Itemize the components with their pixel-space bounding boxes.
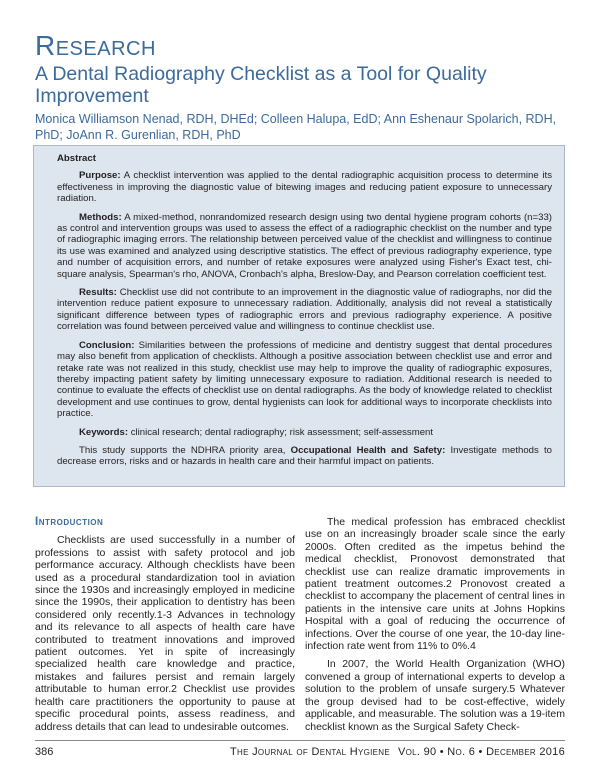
methods-label: Methods:	[79, 211, 122, 223]
support-suffix: Investigate methods to decrease errors, risks and or hazards in health care and their harmful impact on patients.	[57, 444, 552, 468]
introduction-heading: Introduction	[35, 516, 104, 528]
results-label: Results:	[79, 287, 117, 299]
right-column	[305, 516, 565, 739]
abstract-conclusion	[57, 340, 552, 420]
conclusion-label: Conclusion:	[79, 339, 135, 351]
journal-name: The Journal of Dental Hygiene	[230, 746, 391, 758]
methods-text: A mixed-method, nonrandomized research design using two dental hygiene program cohorts (n=33) as control and intervention groups was used to assess the effect of a radiographic checklist on the number and type of radiographic imaging errors. The relationship between perceived value of the checklist and willingness to continue its use was examined and analyzed using descriptive statistics. The effect of previous radiography experience, type and number of acquisition errors, and number of retake exposures were analyzed using Fisher's Exact test, chi-square analysis, Spearman's rho, ANOVA, Cronbach's alpha, Breslow-Day, and Pearson correlation coefficient test.	[57, 211, 552, 280]
results-text: Checklist use did not contribute to an improvement in the diagnostic value of radiographs, nor did the intervention reduce patient exposure to unnecessary radiation. Additionally, analysis did not reveal a statistically significant difference between types of radiographic errors and previous radiography experience. A positive correlation was found between perceived value and willingness to continue checklist use.	[57, 287, 552, 333]
keywords-label: Keywords:	[79, 426, 129, 438]
section-label: Research	[35, 30, 156, 61]
conclusion-text: Similarities between the professions of medicine and dentistry suggest that dental procedures may also benefit from application of checklists. Although a positive association between checklist use and error and retake rate was not realized in this study, checklist use may help to improve the quality of radiographic exposures, thereby impacting patient safety by limiting unnecessary exposure to radiation. Additional research is needed to continue to evaluate the effects of checklist use on dental radiographs. As the body of knowledge related to checklist development and use continues to grow, dental hygienists can look for additional ways to incorporate checklists into practice.	[57, 339, 552, 420]
body-paragraph: In 2007, the World Health Organization (WHO) convened a group of international experts to develop a solution to the problem of unsafe surgery.5 Whatever the group devised had to be cost-effective, widely applicable, and measurable. The solution was a 19-item checklist known as the Surgical Safety Check-	[305, 658, 565, 733]
keywords-text: clinical research; dental radiography; risk assessment; self-assessment	[128, 426, 434, 438]
abstract-purpose	[57, 170, 552, 204]
article-title: A Dental Radiography Checklist as a Tool for Quality Improvement	[35, 63, 487, 107]
purpose-label: Purpose:	[79, 170, 121, 182]
left-column	[35, 516, 295, 739]
support-bold: Occupational Health and Safety:	[290, 444, 446, 456]
abstract-results	[57, 287, 552, 333]
support-prefix: This study supports the NDHRA priority area,	[79, 444, 291, 456]
abstract-keywords	[57, 427, 552, 438]
purpose-text: A checklist intervention was applied to the dental radiographic acquisition process to determine its effectiveness in improving the diagnostic value of bitewing images and reducing patient exposure to unnecessary radiation.	[57, 170, 552, 205]
footer-divider	[35, 740, 565, 741]
abstract-support	[57, 445, 552, 468]
abstract-heading: Abstract	[57, 153, 96, 164]
abstract-methods	[57, 212, 552, 280]
abstract-box	[33, 145, 565, 487]
volume-issue: Vol. 90 • No. 6 • December 2016	[397, 746, 565, 758]
author-list: Monica Williamson Nenad, RDH, DHEd; Colleen Halupa, EdD; Ann Eshenaur Spolarich, RDH, PhD; JoAnn R. Gurenlian, RDH, PhD	[35, 112, 557, 142]
page-number: 386	[35, 746, 54, 758]
body-paragraph: The medical profession has embraced checklist use on an increasingly broader scale since the early 2000s. Often credited as the impetus behind the medical checklist, Pronovost demonstrated that checklist use can realize dramatic improvements in patient treatment outcomes.2 Pronovost created a checklist to accompany the placement of central lines in patients in the intensive care units at Johns Hopkins Hospital with a goal of reducing the occurrence of infections. Over the course of one year, the 10-day line-infection rate went from 11% to 0%.4	[305, 516, 565, 653]
body-paragraph: Checklists are used successfully in a number of professions to assist with safety protocol and job performance accuracy. Although checklists have been used as a procedural standardization tool in aviation since the 1930s and increasingly employed in medicine since the 1990s, their application to dentistry has been considered only recently.1-3 Advances in technology and its relevance to all aspects of health care have contributed to treatment innovations and improved patient outcomes. Yet in spite of increasingly specialized health care knowledge and practice, mistakes and failures persist and remain largely attributable to human error.2 Checklist use provides health care practitioners the opportunity to pause at specific procedural points, assess readiness, and address details that can lead to undesirable outcomes.	[35, 534, 295, 733]
